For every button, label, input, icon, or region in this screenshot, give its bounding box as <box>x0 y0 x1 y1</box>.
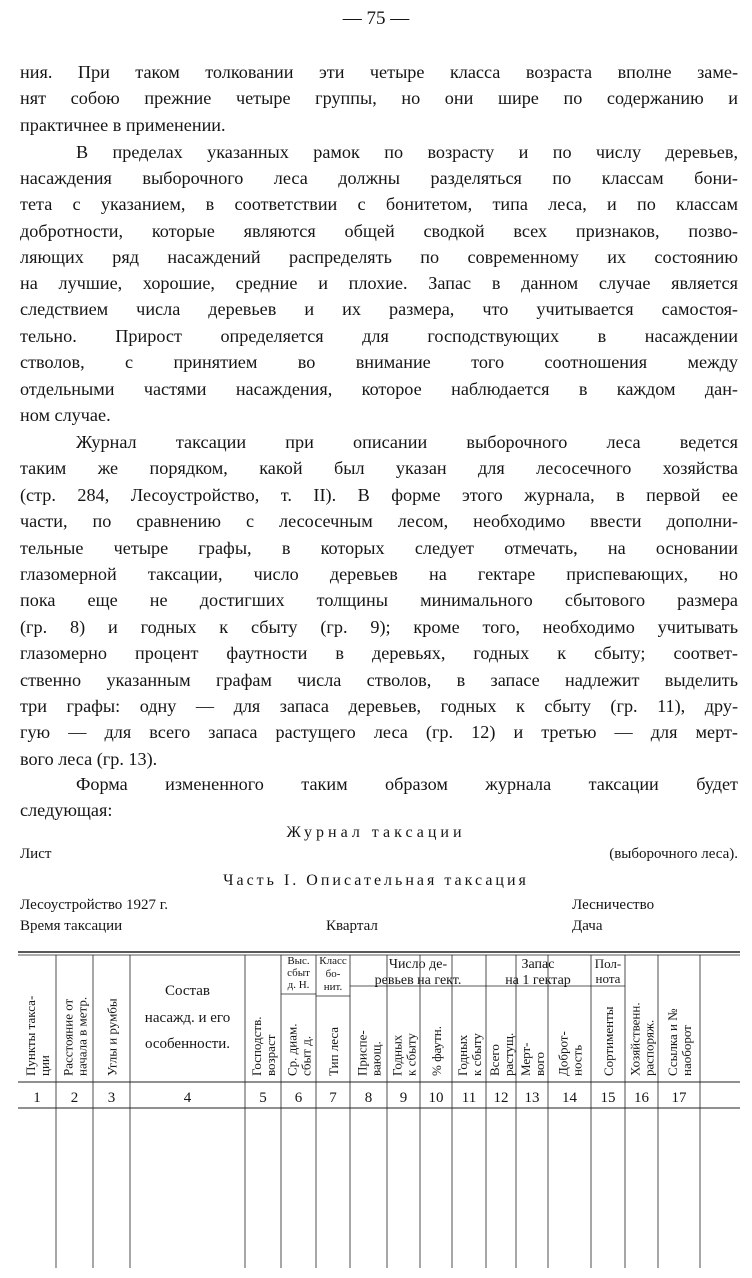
taxation-journal-table <box>18 950 740 1270</box>
forest-type: (выборочного леса). <box>609 846 738 862</box>
vertical-header: Хозяйственн. <box>627 1002 643 1076</box>
stock-header: на 1 гектар <box>505 973 571 988</box>
fullness-header: нота <box>595 971 621 986</box>
vertical-header: Годных <box>455 1034 470 1076</box>
vertical-header: начала в метр. <box>74 996 90 1076</box>
body-line: практичнее в применении. <box>20 115 226 135</box>
vertical-header: Ср. диам. <box>284 1023 300 1076</box>
column-number: 3 <box>107 1090 116 1106</box>
column-number: 15 <box>600 1090 616 1106</box>
body-line: тельно. Прирост определяется для господствующих в насаждении <box>20 326 738 346</box>
vertical-header: Господств. <box>249 1016 264 1076</box>
vertical-header: вающ. <box>368 1041 384 1076</box>
vertical-header: Пункты такса- <box>23 995 38 1076</box>
tree-count-header: ревьев на гект. <box>374 973 462 988</box>
vertical-header: наоборот <box>679 1025 694 1076</box>
vertical-header: возраст <box>263 1034 278 1076</box>
body-line: ственно указанным графам числа стволов, в запасе надлежит выделить <box>20 670 738 690</box>
body-line: следствием числа деревьев и их размера, что учитывается самостоя- <box>20 299 738 319</box>
column-number: 11 <box>461 1090 477 1106</box>
body-line: Журнал таксации при описании выборочного леса ведется <box>76 432 738 452</box>
forestry-label: Лесничество <box>572 897 655 913</box>
vertical-header: Всего <box>487 1044 502 1076</box>
column-number: 6 <box>294 1090 303 1106</box>
vertical-header: Годных <box>389 1034 405 1076</box>
body-line: гую — для всего запаса растущего леса (гр. 12) и третью — для мерт- <box>20 722 738 742</box>
sheet-label: Лист <box>20 846 52 862</box>
vertical-header: Сортименты <box>601 1006 616 1076</box>
body-line: вого леса (гр. 13). <box>20 749 158 769</box>
vertical-header: Приспе- <box>354 1030 370 1076</box>
sale-size-header: д. Н. <box>287 979 310 991</box>
column-number: 14 <box>562 1090 577 1106</box>
body-line: таким же порядком, какой был указан для лесосечного хозяйства <box>20 458 738 478</box>
column-number: 17 <box>671 1090 687 1106</box>
body-line: следующая: <box>20 800 113 820</box>
body-line: ния. При таком толковании эти четыре класса возраста вполне заме- <box>20 62 738 82</box>
tree-count-header: Число де- <box>388 957 448 972</box>
vertical-header: распоряж. <box>641 1019 657 1076</box>
column-number: 12 <box>493 1090 509 1106</box>
vertical-header: Углы и румбы <box>104 998 120 1076</box>
page-number: — 75 — <box>342 8 410 29</box>
part-title: Часть I. Описательная таксация <box>223 872 529 889</box>
column-number: 2 <box>70 1090 79 1106</box>
column-number: 10 <box>428 1090 444 1106</box>
vertical-header: Расстояние от <box>60 998 76 1076</box>
composition-header: насажд. и его <box>144 1010 231 1026</box>
vertical-header: к сбыту <box>469 1033 484 1076</box>
body-line: пока еще не достигших толщины минимального сбытового размера <box>20 590 738 610</box>
column-number: 7 <box>329 1090 337 1106</box>
sale-size-header: Выс. <box>287 955 310 967</box>
vertical-header: Доброт- <box>555 1031 571 1076</box>
bonitet-header: нит. <box>323 981 343 993</box>
vertical-header: Ссылка и № <box>665 1008 680 1076</box>
vertical-header: Мерт- <box>518 1042 533 1076</box>
column-number: 5 <box>259 1090 267 1106</box>
vertical-header: вого <box>532 1051 547 1076</box>
column-number: 13 <box>524 1090 540 1106</box>
body-line: три графы: одну — для запаса деревьев, годных к сбыту (гр. 11), дру- <box>20 696 738 716</box>
body-line: нят собою прежние четыре группы, но они шире по содержанию и <box>20 88 738 108</box>
body-line: Форма измененного таким образом журнала таксации будет <box>76 774 738 794</box>
vertical-header: Тип леса <box>326 1026 341 1076</box>
vertical-header: ность <box>569 1044 585 1076</box>
fullness-header: Пол- <box>594 956 622 971</box>
column-number: 9 <box>399 1090 408 1106</box>
sale-size-header: сбыт <box>287 967 310 979</box>
column-number: 16 <box>634 1090 649 1106</box>
dacha-label: Дача <box>572 918 603 934</box>
stock-header: Запас <box>521 957 555 972</box>
body-line: части, по сравнению с лесосечным лесом, необходимо ввести дополни- <box>20 511 738 531</box>
vertical-header: ции <box>37 1055 52 1076</box>
body-line: (стр. 284, Лесоустройство, т. II). В форме этого журнала, в первой ее <box>20 485 738 505</box>
column-number: 1 <box>33 1090 41 1106</box>
column-number: 4 <box>183 1090 192 1106</box>
vertical-header: растущ. <box>501 1032 516 1076</box>
composition-header: Состав <box>164 983 211 999</box>
body-line: ном случае. <box>20 405 111 425</box>
body-line: добротности, которые являются общей сводкой всех признаков, позво- <box>20 221 738 241</box>
vertical-header: % фаутн. <box>429 1025 444 1076</box>
quarter-label: Квартал <box>326 918 378 934</box>
body-line: отдельными частями насаждения, которое наблюдается в каждом дан- <box>20 379 738 399</box>
form-title: Журнал таксации <box>286 824 466 841</box>
time-label: Время таксации <box>20 918 123 934</box>
vertical-header: сбыт д. <box>298 1035 314 1076</box>
bonitet-header: Класс <box>319 955 347 967</box>
body-line: глазомерно процент фаутности в деревьях, годных к сбыту; соответ- <box>20 643 738 663</box>
composition-header: особенности. <box>144 1036 231 1052</box>
vertical-header: к сбыту <box>403 1033 419 1076</box>
body-line: на лучшие, хорошие, средние и плохие. Запас в данном случае является <box>20 273 738 293</box>
body-line: стволов, с принятием во внимание того соотношения между <box>20 352 738 372</box>
body-line: глазомерной таксации, число деревьев на гектаре приспевающих, но <box>20 564 738 584</box>
body-line: (гр. 8) и годных к сбыту (гр. 9); кроме того, необходимо учитывать <box>20 617 738 637</box>
bonitet-header: бо- <box>325 968 341 980</box>
body-line: тета с указанием, в соответствии с бонитетом, типа леса, и по классам <box>20 194 738 214</box>
body-line: тельные четыре графы, в которых следует отмечать, на основании <box>20 538 738 558</box>
body-line: В пределах указанных рамок по возрасту и по числу деревьев, <box>76 142 738 162</box>
body-line: ляющих ряд насаждений распределять по современному их состоянию <box>20 247 738 267</box>
column-number: 8 <box>364 1090 373 1106</box>
org-label: Лесоустройство 1927 г. <box>20 897 169 913</box>
body-line: насаждения выборочного леса должны разделяться по классам бони- <box>20 168 738 188</box>
